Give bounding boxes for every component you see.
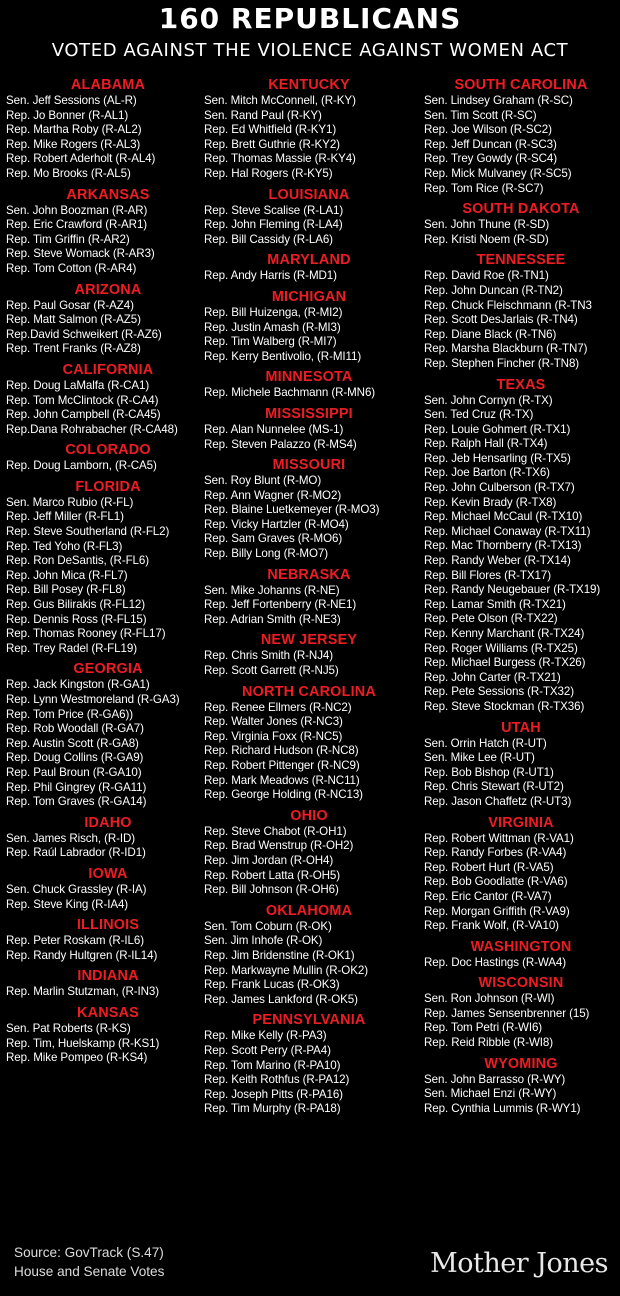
member-name: Rep. Bill Johnson (R-OH6) [204,883,339,897]
state-heading: WYOMING [484,1055,558,1072]
member-name: Rep. Tom Marino (R-PA10) [204,1058,341,1072]
member-name: Rep. Jeff Miller (R-FL1) [6,510,124,524]
source-line-2: House and Senate Votes [14,1264,165,1279]
member-name: Rep. Randy Hultgren (R-IL14) [6,948,158,962]
member-name: Rep. Thomas Rooney (R-FL17) [6,627,166,641]
member-name: Rep. Adrian Smith (R-NE3) [204,612,341,626]
member-name: Rep. Billy Long (R-MO7) [204,547,328,561]
state-heading: TEXAS [496,376,546,393]
member-name: Rep. Renee Ellmers (R-NC2) [204,700,352,714]
member-name: Rep. Lynn Westmoreland (R-GA3) [6,693,180,706]
member-name: Rep. Mick Mulvaney (R-SC5) [424,166,572,180]
page-title: 160 REPUBLICANS [158,2,462,35]
member-name: Rep. Tim Walberg (R-MI7) [204,335,337,349]
member-name: Rep. John Fleming (R-LA4) [204,218,343,232]
state-heading: GEORGIA [73,661,143,678]
state-heading: NORTH CAROLINA [242,683,376,700]
member-name: Rep. George Holding (R-NC13) [204,788,363,802]
member-name: Rep. Chuck Fleischmann (R-TN3 [424,298,592,312]
page-subtitle: VOTED AGAINST THE VIOLENCE AGAINST WOMEN ACT [51,40,569,61]
member-name: Rep. Trey Radel (R-FL19) [6,641,137,655]
state-heading: ARKANSAS [66,186,150,203]
member-name: Rep. Scott Garrett (R-NJ5) [204,664,339,678]
state-heading: OKLAHOMA [265,902,353,919]
member-name: Rep. Thomas Massie (R-KY4) [204,152,356,166]
member-name: Rep. Steve Stockman (R-TX36) [424,699,585,713]
member-name: Rep. Tom McClintock (R-CA4) [6,393,159,407]
member-name: Rep. Michael Conaway (R-TX11) [424,524,591,538]
member-name: Rep. Jo Bonner (R-AL1) [6,108,129,122]
state-heading: ALABAMA [70,77,146,93]
member-name: Sen. Marco Rubio (R-FL) [6,495,134,509]
member-name: Rep. Jeff Duncan (R-SC3) [424,137,557,151]
member-name: Rep. Vicky Hartzler (R-MO4) [204,517,349,531]
member-name: Sen. Orrin Hatch (R-UT) [424,736,547,750]
member-name: Rep. Steve Scalise (R-LA1) [204,203,344,217]
member-name: Rep. David Roe (R-TN1) [424,269,549,283]
member-name: Rep. Steve Southerland (R-FL2) [6,525,170,539]
state-heading: COLORADO [65,442,151,459]
member-name: Rep. Martha Roby (R-AL2) [6,123,142,137]
member-name: Rep. Andy Harris (R-MD1) [204,269,337,283]
source-note [14,1243,164,1281]
state-heading: TENNESSEE [476,252,566,269]
member-name: Rep. Jason Chaffetz (R-UT3) [424,794,572,808]
state-heading: ILLINOIS [76,917,140,934]
member-name: Rep. Diane Black (R-TN6) [424,327,557,341]
member-name: Rep. Ron DeSantis, (R-FL6) [6,554,150,568]
member-name: Sen. Rand Paul (R-KY) [204,108,322,122]
member-name: Rep. Steven Palazzo (R-MS4) [204,437,357,451]
member-name: Rep.Dana Rohrabacher (R-CA48) [6,422,178,436]
member-name: Rep. Randy Weber (R-TX14) [424,554,571,568]
member-name: Sen. Tim Scott (R-SC) [424,108,537,122]
member-name: Rep. John Carter (R-TX21) [424,670,561,684]
member-name: Rep. Pete Olson (R-TX22) [424,612,558,626]
member-name: Sen. Lindsey Graham (R-SC) [424,94,573,107]
member-name: Sen. James Risch, (R-ID) [6,831,136,845]
member-name: Rep. Mike Pompeo (R-KS4) [6,1051,148,1065]
member-name: Rep. Frank Lucas (R-OK3) [204,978,340,992]
member-name: Rep. Phil Gingrey (R-GA11) [6,780,147,794]
state-heading: KENTUCKY [268,77,350,93]
member-name: Rep. John Mica (R-FL7) [6,568,128,582]
state-heading: IOWA [88,865,128,882]
member-name: Rep. Tom Graves (R-GA14) [6,795,147,809]
member-name: Rep. Brett Guthrie (R-KY2) [204,137,340,151]
state-heading: OHIO [290,807,328,824]
member-name: Rep. Tom Price (R-GA6)) [6,707,133,721]
member-name: Sen. Tom Coburn (R-OK) [204,919,332,933]
member-name: Rep. Robert Pittenger (R-NC9) [204,759,360,772]
member-name: Sen. Mike Lee (R-UT) [424,751,535,765]
member-name: Sen. Mitch McConnell, (R-KY) [204,94,356,107]
member-name: Rep.David Schweikert (R-AZ6) [6,327,162,341]
member-name: Sen. Mike Johanns (R-NE) [204,583,340,597]
state-heading: KANSAS [77,1004,139,1021]
state-heading: CALIFORNIA [62,361,154,378]
member-name: Rep. Robert Latta (R-OH5) [204,868,341,882]
member-name: Rep. Tim Murphy (R-PA18) [204,1102,341,1116]
state-heading: SOUTH DAKOTA [462,201,580,218]
member-name: Rep. Justin Amash (R-MI3) [204,320,341,334]
state-heading: NEBRASKA [267,566,351,583]
member-name: Rep. Lamar Smith (R-TX21) [424,597,566,611]
member-name: Rep. Ann Wagner (R-MO2) [204,488,342,502]
member-name: Sen. Roy Blunt (R-MO) [204,474,322,488]
member-name: Sen. Ron Johnson (R-WI) [424,992,555,1006]
state-heading: MINNESOTA [265,369,353,386]
state-heading: MISSISSIPPI [265,405,353,422]
column-1 [6,74,210,1066]
member-name: Rep. Scott DesJarlais (R-TN4) [424,313,578,327]
state-heading: PENNSYLVANIA [252,1012,366,1029]
member-name: Rep. Austin Scott (R-GA8) [6,736,139,750]
state-heading: FLORIDA [75,478,141,495]
member-name: Rep. Richard Hudson (R-NC8) [204,744,359,758]
state-heading: MISSOURI [272,457,346,474]
member-name: Rep. Steve Chabot (R-OH1) [204,824,347,838]
member-name: Rep. Paul Gosar (R-AZ4) [6,298,134,312]
member-name: Rep. Mike Rogers (R-AL3) [6,137,141,151]
member-name: Rep. Jeb Hensarling (R-TX5) [424,451,571,465]
member-name: Rep. Virginia Foxx (R-NC5) [204,729,343,743]
member-name: Sen. Jim Inhofe (R-OK) [204,934,323,948]
member-name: Rep. Doug LaMalfa (R-CA1) [6,378,150,392]
member-name: Rep. Chris Stewart (R-UT2) [424,780,564,794]
member-name: Rep. James Sensenbrenner (15) [424,1006,590,1020]
mother-jones-logo: Mother Jones [430,1248,608,1279]
member-name: Rep. Mac Thornberry (R-TX13) [424,539,582,553]
member-name: Rep. Bill Flores (R-TX17) [424,568,551,582]
member-name: Rep. Doug Collins (R-GA9) [6,751,144,765]
member-name: Rep. Matt Salmon (R-AZ5) [6,313,141,327]
member-name: Rep. Roger Williams (R-TX25) [424,641,578,655]
member-name: Rep. Joseph Pitts (R-PA16) [204,1087,343,1101]
member-name: Rep. John Campbell (R-CA45) [6,408,161,422]
member-name: Rep. Jack Kingston (R-GA1) [6,678,150,692]
column-2 [204,74,414,1117]
member-name: Rep. Kenny Marchant (R-TX24) [424,627,585,640]
state-heading: NEW JERSEY [260,632,358,649]
member-name: Rep. Mark Meadows (R-NC11) [204,773,360,787]
member-name: Rep. Alan Nunnelee (MS-1) [204,422,344,436]
member-name: Rep. Steve King (R-IA4) [6,897,129,911]
state-heading: INDIANA [77,968,139,985]
member-name: Rep. Steve Womack (R-AR3) [6,247,155,261]
member-name: Rep. Blaine Luetkemeyer (R-MO3) [204,503,380,517]
member-name: Rep. Ed Whitfield (R-KY1) [204,123,337,137]
member-name: Rep. Dennis Ross (R-FL15) [6,612,147,626]
member-name: Rep. Joe Wilson (R-SC2) [424,123,552,137]
member-name: Rep. Jim Jordan (R-OH4) [204,853,334,867]
member-name: Rep. Chris Smith (R-NJ4) [204,649,334,663]
member-name: Rep. Ralph Hall (R-TX4) [424,437,548,451]
member-name: Rep. Doc Hastings (R-WA4) [424,955,567,969]
state-heading: LOUISIANA [268,186,350,203]
member-name: Rep. Walter Jones (R-NC3) [204,715,343,729]
state-heading: MICHIGAN [271,288,347,305]
member-name: Rep. Doug Lamborn, (R-CA5) [6,459,157,473]
state-heading: UTAH [501,719,541,736]
member-name: Rep. Bill Cassidy (R-LA6) [204,232,333,246]
member-name: Rep. Raúl Labrador (R-ID1) [6,846,146,860]
state-heading: WASHINGTON [470,938,572,955]
member-name: Rep. Tom Rice (R-SC7) [424,181,544,195]
member-name: Rep. Robert Hurt (R-VA5) [424,860,554,874]
member-name: Sen. Chuck Grassley (R-IA) [6,882,147,896]
member-name: Rep. Louie Gohmert (R-TX1) [424,422,571,436]
member-name: Rep. Michael McCaul (R-TX10) [424,510,583,524]
member-name: Rep. Tim, Huelskamp (R-KS1) [6,1036,160,1050]
member-name: Rep. Eric Cantor (R-VA7) [424,889,552,903]
member-name: Rep. Marsha Blackburn (R-TN7) [424,342,588,356]
member-name: Rep. Jim Bridenstine (R-OK1) [204,948,355,962]
member-name: Rep. Rob Woodall (R-GA7) [6,722,144,736]
member-name: Rep. Mike Kelly (R-PA3) [204,1029,327,1043]
member-name: Rep. Trey Gowdy (R-SC4) [424,152,557,166]
member-name: Rep. James Lankford (R-OK5) [204,992,358,1006]
member-name: Rep. Hal Rogers (R-KY5) [204,166,333,180]
member-name: Rep. Trent Franks (R-AZ8) [6,342,141,356]
member-name: Sen. John Thune (R-SD) [424,218,550,232]
member-name: Sen. John Boozman (R-AR) [6,203,148,217]
member-name: Rep. Reid Ribble (R-WI8) [424,1036,554,1050]
state-heading: SOUTH CAROLINA [454,77,588,93]
member-name: Rep. Michele Bachmann (R-MN6) [204,386,376,400]
member-name: Rep. Kevin Brady (R-TX8) [424,495,557,509]
member-name: Sen. John Barrasso (R-WY) [424,1072,566,1086]
member-name: Rep. Bill Huizenga, (R-MI2) [204,305,343,319]
member-name: Rep. Markwayne Mullin (R-OK2) [204,963,368,977]
member-name: Sen. John Cornyn (R-TX) [424,393,553,407]
member-name: Rep. Kristi Noem (R-SD) [424,232,549,246]
member-name: Sen. Pat Roberts (R-KS) [6,1021,131,1035]
member-name: Rep. Tom Petri (R-WI6) [424,1021,543,1035]
member-name: Rep. Kerry Bentivolio, (R-MI11) [204,349,362,363]
member-name: Rep. Paul Broun (R-GA10) [6,765,142,779]
member-name: Rep. John Duncan (R-TN2) [424,283,563,297]
member-name: Sen. Jeff Sessions (AL-R) [6,94,137,107]
column-3 [424,74,618,1116]
member-name: Rep. Peter Roskam (R-IL6) [6,934,144,948]
member-name: Rep. Stephen Fincher (R-TN8) [424,356,580,370]
member-name: Rep. Tom Cotton (R-AR4) [6,261,137,275]
member-name: Rep. Cynthia Lummis (R-WY1) [424,1101,581,1115]
member-name: Rep. Robert Aderholt (R-AL4) [6,152,156,166]
member-name: Rep. Keith Rothfus (R-PA12) [204,1073,350,1087]
member-name: Rep. Gus Bilirakis (R-FL12) [6,598,146,612]
member-name: Rep. Joe Barton (R-TX6) [424,466,550,480]
member-name: Rep. Marlin Stutzman, (R-IN3) [6,985,160,999]
state-heading: VIRGINIA [488,814,554,831]
member-name: Rep. Eric Crawford (R-AR1) [6,218,148,232]
member-name: Sen. Ted Cruz (R-TX) [424,408,534,422]
member-name: Rep. Robert Wittman (R-VA1) [424,831,574,845]
member-name: Rep. Michael Burgess (R-TX26) [424,656,586,670]
member-name: Sen. Michael Enzi (R-WY) [424,1087,557,1101]
member-name: Rep. Randy Neugebauer (R-TX19) [424,583,601,597]
member-name: Rep. Sam Graves (R-MO6) [204,532,343,546]
member-name: Rep. Bill Posey (R-FL8) [6,583,126,597]
member-name: Rep. Morgan Griffith (R-VA9) [424,904,570,918]
member-name: Rep. Bob Goodlatte (R-VA6) [424,875,568,889]
state-heading: ARIZONA [74,281,142,298]
member-name: Rep. Mo Brooks (R-AL5) [6,166,131,180]
member-name: Rep. John Culberson (R-TX7) [424,481,575,495]
member-name: Rep. Ted Yoho (R-FL3) [6,539,123,553]
member-name: Rep. Randy Forbes (R-VA4) [424,846,567,860]
state-heading: MARYLAND [267,252,351,269]
member-name: Rep. Brad Wenstrup (R-OH2) [204,839,354,853]
member-name: Rep. Jeff Fortenberry (R-NE1) [204,598,357,612]
state-heading: IDAHO [84,814,132,831]
member-name: Rep. Pete Sessions (R-TX32) [424,685,575,699]
member-name: Rep. Frank Wolf, (R-VA10) [424,919,559,933]
member-name: Rep. Scott Perry (R-PA4) [204,1043,331,1057]
member-name: Rep. Bob Bishop (R-UT1) [424,765,554,779]
member-name: Rep. Tim Griffin (R-AR2) [6,232,130,246]
source-line-1: Source: GovTrack (S.47) [14,1245,164,1260]
state-heading: WISCONSIN [478,975,564,992]
